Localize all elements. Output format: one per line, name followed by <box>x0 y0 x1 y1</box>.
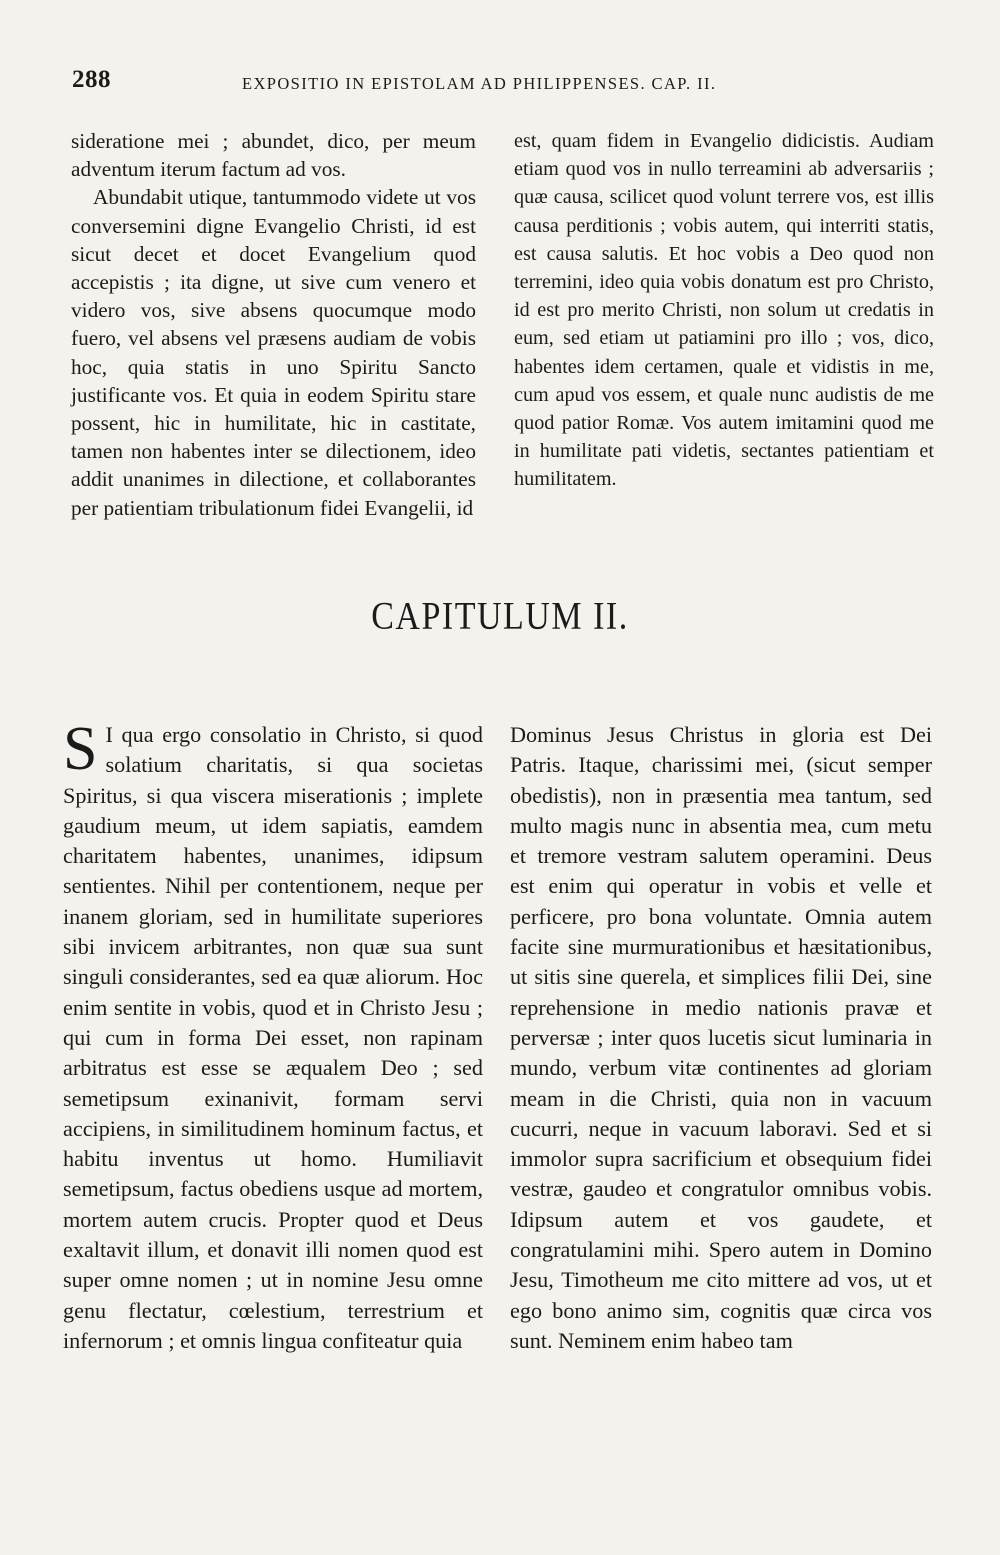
bottom-right-text: Dominus Jesus Christus in gloria est Dei Patris. Itaque, charissimi mei, (sicut semper obedistis), non in præsentia mea tantum, sed multo magis nunc in absentia mea, cum metu et tremore vestram salutem operamini. Deus est enim qui operatur in vobis et velle et perficere, pro bona voluntate. Omnia autem facite sine murmurationibus et hæsitationibus, ut sitis sine querela, et simplices filii Dei, sine reprehensione in medio nationis pravæ et perversæ ; inter quos lucetis sicut luminaria in mundo, verbum vitæ continentes ad gloriam meam in die Christi, quia non in vacuum cucurri, neque in vacuum laboravi. Sed et si immolor supra sacrificium et obsequium fidei vestræ, gaudeo et congratulor omnibus vobis. Idipsum autem et vos gaudete, et congratulamini mihi. Spero autem in Domino Jesu, Timotheum me cito mittere ad vos, ut et ego bono animo sim, cognitis quæ circa vos sunt. Neminem enim habeo tam <box>510 722 932 1353</box>
running-head: EXPOSITIO IN EPISTOLAM AD PHILIPPENSES. CAP. II. <box>242 74 717 93</box>
chapter-title: CAPITULUM II. <box>371 595 629 638</box>
top-left-column <box>71 127 476 522</box>
top-right-column <box>514 127 934 494</box>
bottom-right-column <box>510 720 932 1356</box>
top-left-paragraph-2: Abundabit utique, tantummodo videte ut vos conversemini digne Evangelio Christi, id est sicut decet et docet Evangelium quod accepistis ; ita digne, ut sive cum venero et videro vos, sive absens quocumque modo fuero, vel absens vel præsens audiam de vobis hoc, quia statis in uno Spiritu Sancto justificante vos. Et quia in eodem Spiritu stare possent, hic in humilitate, hic in castitate, tamen non habentes inter se dilectionem, ideo addit unanimes in dilectione, et collaborantes per patientiam tribulationum fidei Evangelii, id <box>71 185 476 520</box>
bottom-left-column <box>63 715 483 1356</box>
page-number: 288 <box>72 66 111 93</box>
bottom-left-text: I qua ergo consolatio in Christo, si quod solatium charitatis, si qua societas Spiritus, si qua viscera miserationis ; implete gaudium meum, ut idem sapiatis, eamdem charitatem habentes, unanimes, idipsum sentientes. Nihil per contentionem, neque per inanem gloriam, sed in humilitate superiores sibi invicem arbitrantes, non quæ sua sunt singuli considerantes, sed ea quæ aliorum. Hoc enim sentite in vobis, quod et in Christo Jesu ; qui cum in forma Dei esset, non rapinam arbitratus est esse se æqualem Deo ; sed semetipsum exinanivit, formam servi accipiens, in similitudinem hominum factus, et habitu inventus ut homo. Humiliavit semetipsum, factus obediens usque ad mortem, mortem autem crucis. Propter quod et Deus exaltavit illum, et donavit illi nomen quod est super omne nomen ; ut in nomine Jesu omne genu flectatur, cœlestium, terrestrium et infernorum ; et omnis lingua confiteatur quia <box>63 722 483 1353</box>
drop-cap: S <box>63 715 98 783</box>
page-header <box>72 66 948 96</box>
top-right-paragraph-1: est, quam fidem in Evangelio didicistis. Audiam etiam quod vos in nullo terreamini ab adversariis ; quæ causa, scilicet quod volunt terrere vos, est illis causa perditionis ; vobis autem, qui interriti statis, est causa salutis. Et hoc vobis a Deo quod non terremini, ideo quia vobis donatum est pro Christo, id est pro merito Christi, non solum ut credatis in eum, sed etiam ut patiamini pro illo ; vos, dico, habentes idem certamen, quale et vidistis in me, cum apud vos essem, et quale nunc audistis de me quod patior Romæ. Vos autem imitamini quod me in humilitate pati videtis, sectantes patientiam et humilitatem. <box>514 130 934 491</box>
top-left-paragraph-1: sideratione mei ; abundet, dico, per meum adventum iterum factum ad vos. <box>71 129 476 182</box>
